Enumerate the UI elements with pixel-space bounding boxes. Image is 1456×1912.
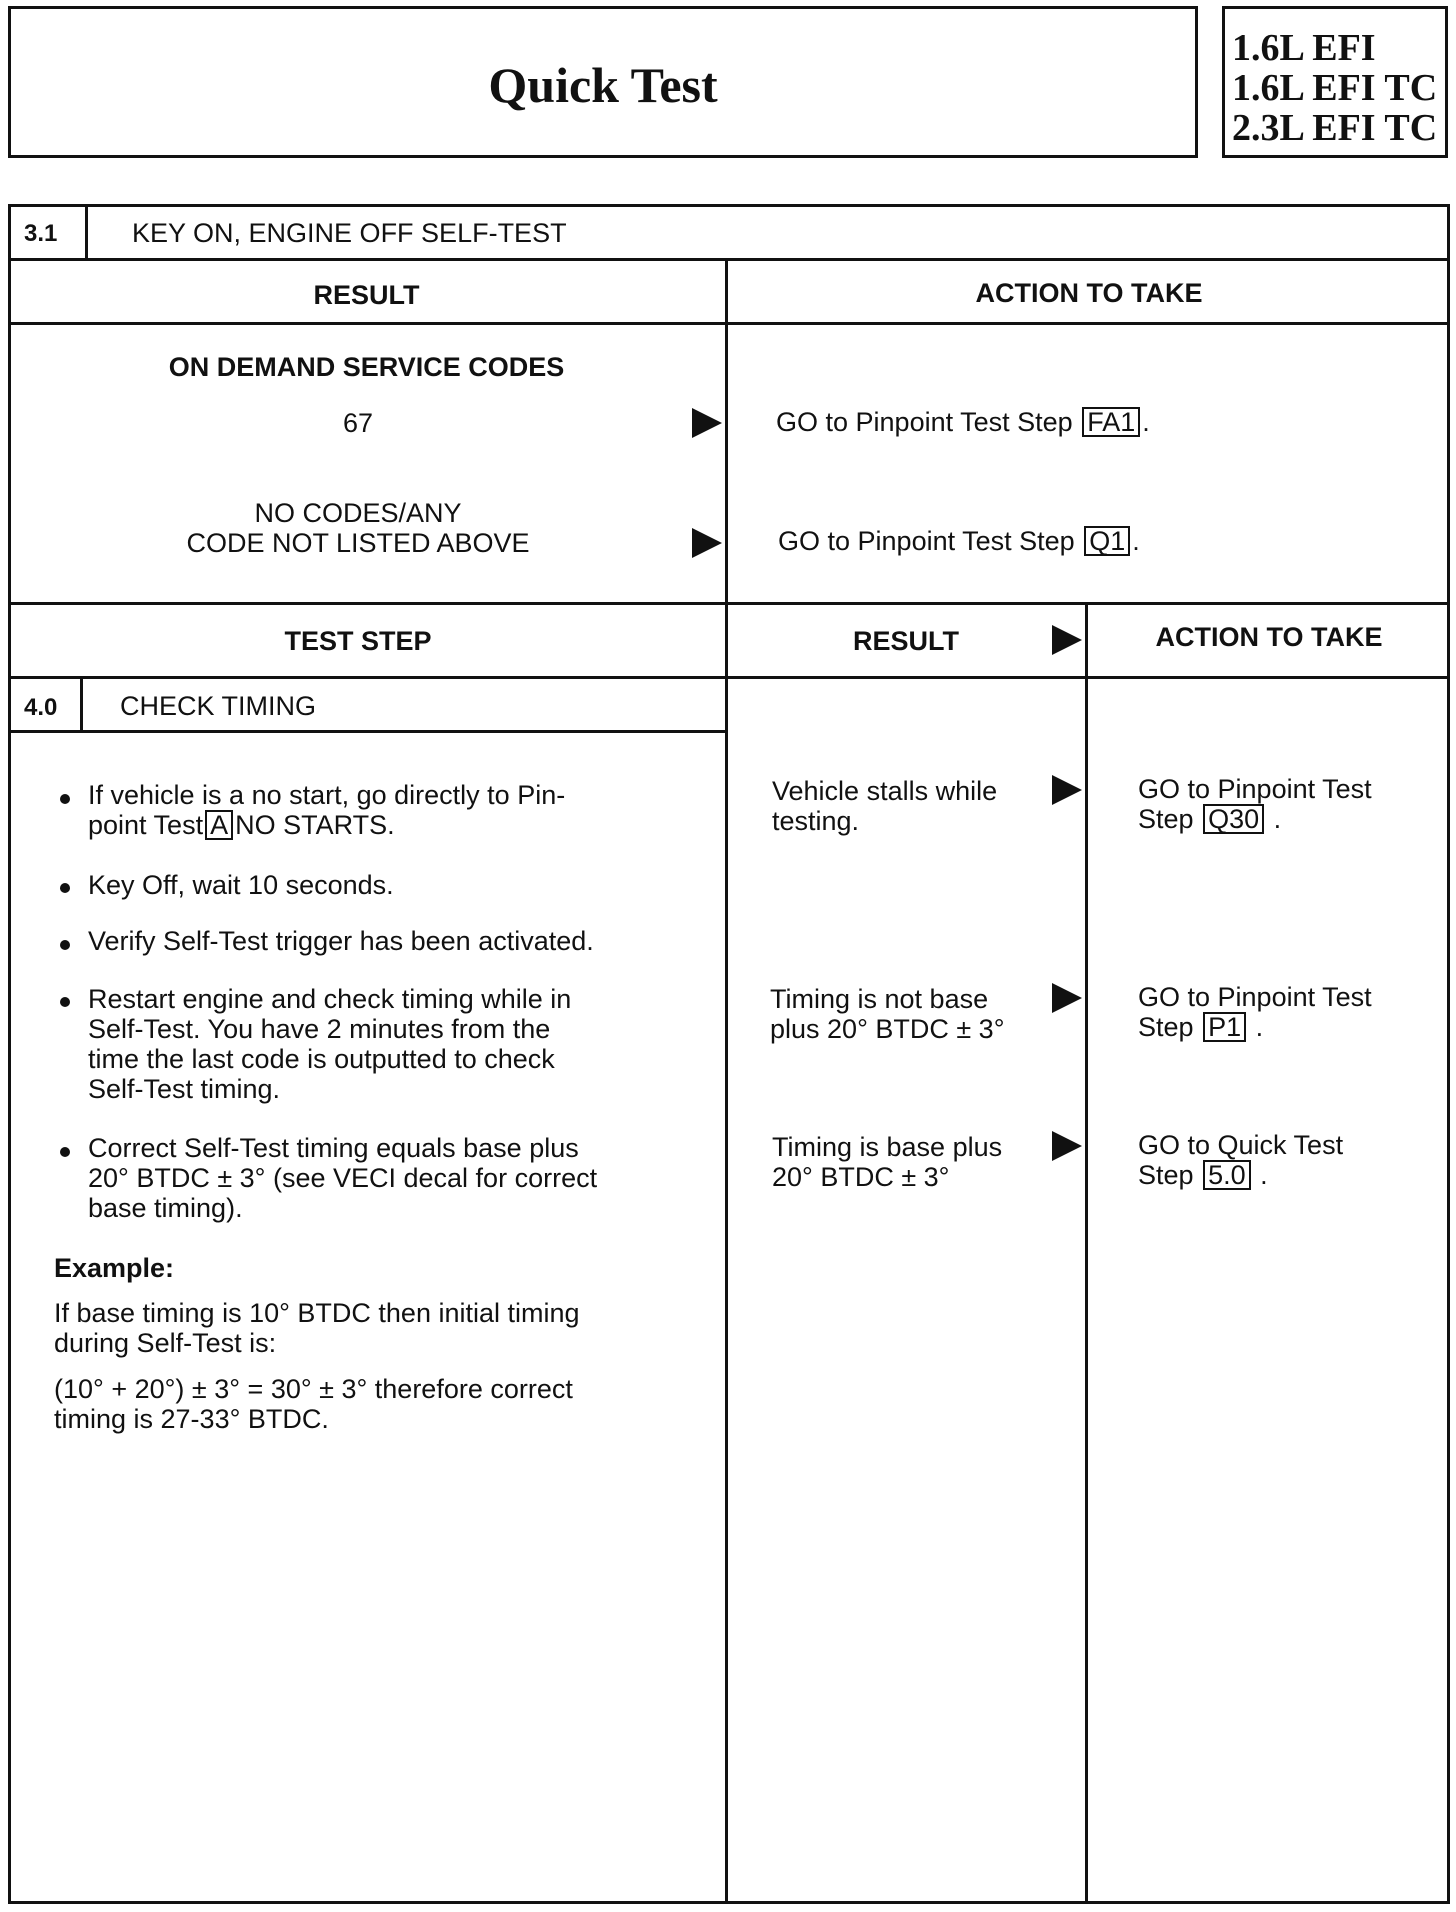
action-header-4-0: ACTION TO TAKE	[1155, 622, 1383, 652]
arrow-icon	[692, 408, 722, 438]
bullet-icon	[60, 997, 70, 1007]
arrow-icon	[1052, 1131, 1082, 1161]
ref-fa1: FA1	[1082, 407, 1140, 437]
bullet-icon	[60, 883, 70, 893]
divider	[725, 258, 728, 1904]
divider	[8, 730, 725, 733]
action-p1: GO to Pinpoint Test Step P1 .	[1138, 982, 1372, 1042]
divider	[8, 322, 1450, 325]
bullet-icon	[60, 794, 70, 804]
result-header-4-0: RESULT	[853, 626, 959, 656]
codes-heading: ON DEMAND SERVICE CODES	[168, 352, 565, 382]
example-text: If base timing is 10° BTDC then initial timing during Self-Test is:	[54, 1298, 580, 1358]
code-67: 67	[342, 408, 374, 438]
page-title: Quick Test	[488, 57, 718, 113]
test-step-header: TEST STEP	[284, 626, 432, 656]
result-header-3-1: RESULT	[313, 280, 420, 310]
step-number-4-0: 4.0	[24, 694, 58, 721]
ref-q1: Q1	[1084, 526, 1130, 556]
ref-p1: P1	[1203, 1012, 1246, 1042]
engine-item: 1.6L EFI TC	[1232, 67, 1438, 109]
bullet-restart: Restart engine and check timing while in Self-Test. You have 2 minutes from the time the last code is outputted to check Self-Test timing.	[88, 984, 572, 1104]
action-q1: GO to Pinpoint Test Step Q1 .	[778, 526, 1140, 556]
action-q30: GO to Pinpoint Test Step Q30 .	[1138, 774, 1372, 834]
example-formula: (10° + 20°) ± 3° = 30° ± 3° therefore correct timing is 27-33° BTDC.	[54, 1374, 573, 1434]
arrow-icon	[1052, 983, 1082, 1013]
action-fa1: GO to Pinpoint Test Step FA1 .	[776, 407, 1150, 437]
ref-q30: Q30	[1203, 804, 1264, 834]
divider	[8, 676, 1450, 679]
arrow-icon	[1052, 775, 1082, 805]
arrow-icon	[692, 528, 722, 558]
bullet-icon	[60, 1147, 70, 1157]
engine-item: 2.3L EFI TC	[1232, 107, 1438, 149]
engine-item: 1.6L EFI	[1232, 27, 1376, 69]
action-header-3-1: ACTION TO TAKE	[975, 278, 1203, 308]
bullet-correct-timing: Correct Self-Test timing equals base plus 20° BTDC ± 3° (see VECI decal for correct base timing).	[88, 1133, 598, 1223]
ref-a: A	[205, 810, 233, 840]
action-text: GO to Pinpoint Test Step	[778, 526, 1075, 556]
divider	[1085, 602, 1088, 1904]
step-title-4-0: CHECK TIMING	[120, 691, 317, 721]
step-title-3-1: KEY ON, ENGINE OFF SELF-TEST	[132, 218, 567, 248]
result-timing-not-base: Timing is not base plus 20° BTDC ± 3°	[770, 984, 1005, 1044]
bullet-key-off: Key Off, wait 10 seconds.	[88, 870, 394, 900]
divider	[8, 258, 1450, 261]
no-codes-label: NO CODES/ANY CODE NOT LISTED ABOVE	[186, 498, 530, 558]
divider	[85, 204, 88, 260]
engine-list	[1232, 28, 1437, 148]
step-number-3-1: 3.1	[24, 220, 58, 247]
ref-5-0: 5.0	[1203, 1160, 1251, 1190]
bullet-icon	[60, 940, 70, 950]
action-5-0: GO to Quick Test Step 5.0 .	[1138, 1130, 1344, 1190]
action-text: GO to Pinpoint Test Step	[776, 407, 1073, 437]
arrow-icon	[1052, 625, 1082, 655]
result-vehicle-stalls: Vehicle stalls while testing.	[772, 776, 998, 836]
bullet-no-start: If vehicle is a no start, go directly to Pin- point Test A NO STARTS.	[88, 780, 566, 840]
bullet-verify-trigger: Verify Self-Test trigger has been activated.	[88, 926, 594, 956]
result-timing-base: Timing is base plus 20° BTDC ± 3°	[772, 1132, 1003, 1192]
example-label: Example:	[54, 1253, 175, 1283]
divider	[8, 602, 1450, 605]
divider	[80, 676, 83, 732]
